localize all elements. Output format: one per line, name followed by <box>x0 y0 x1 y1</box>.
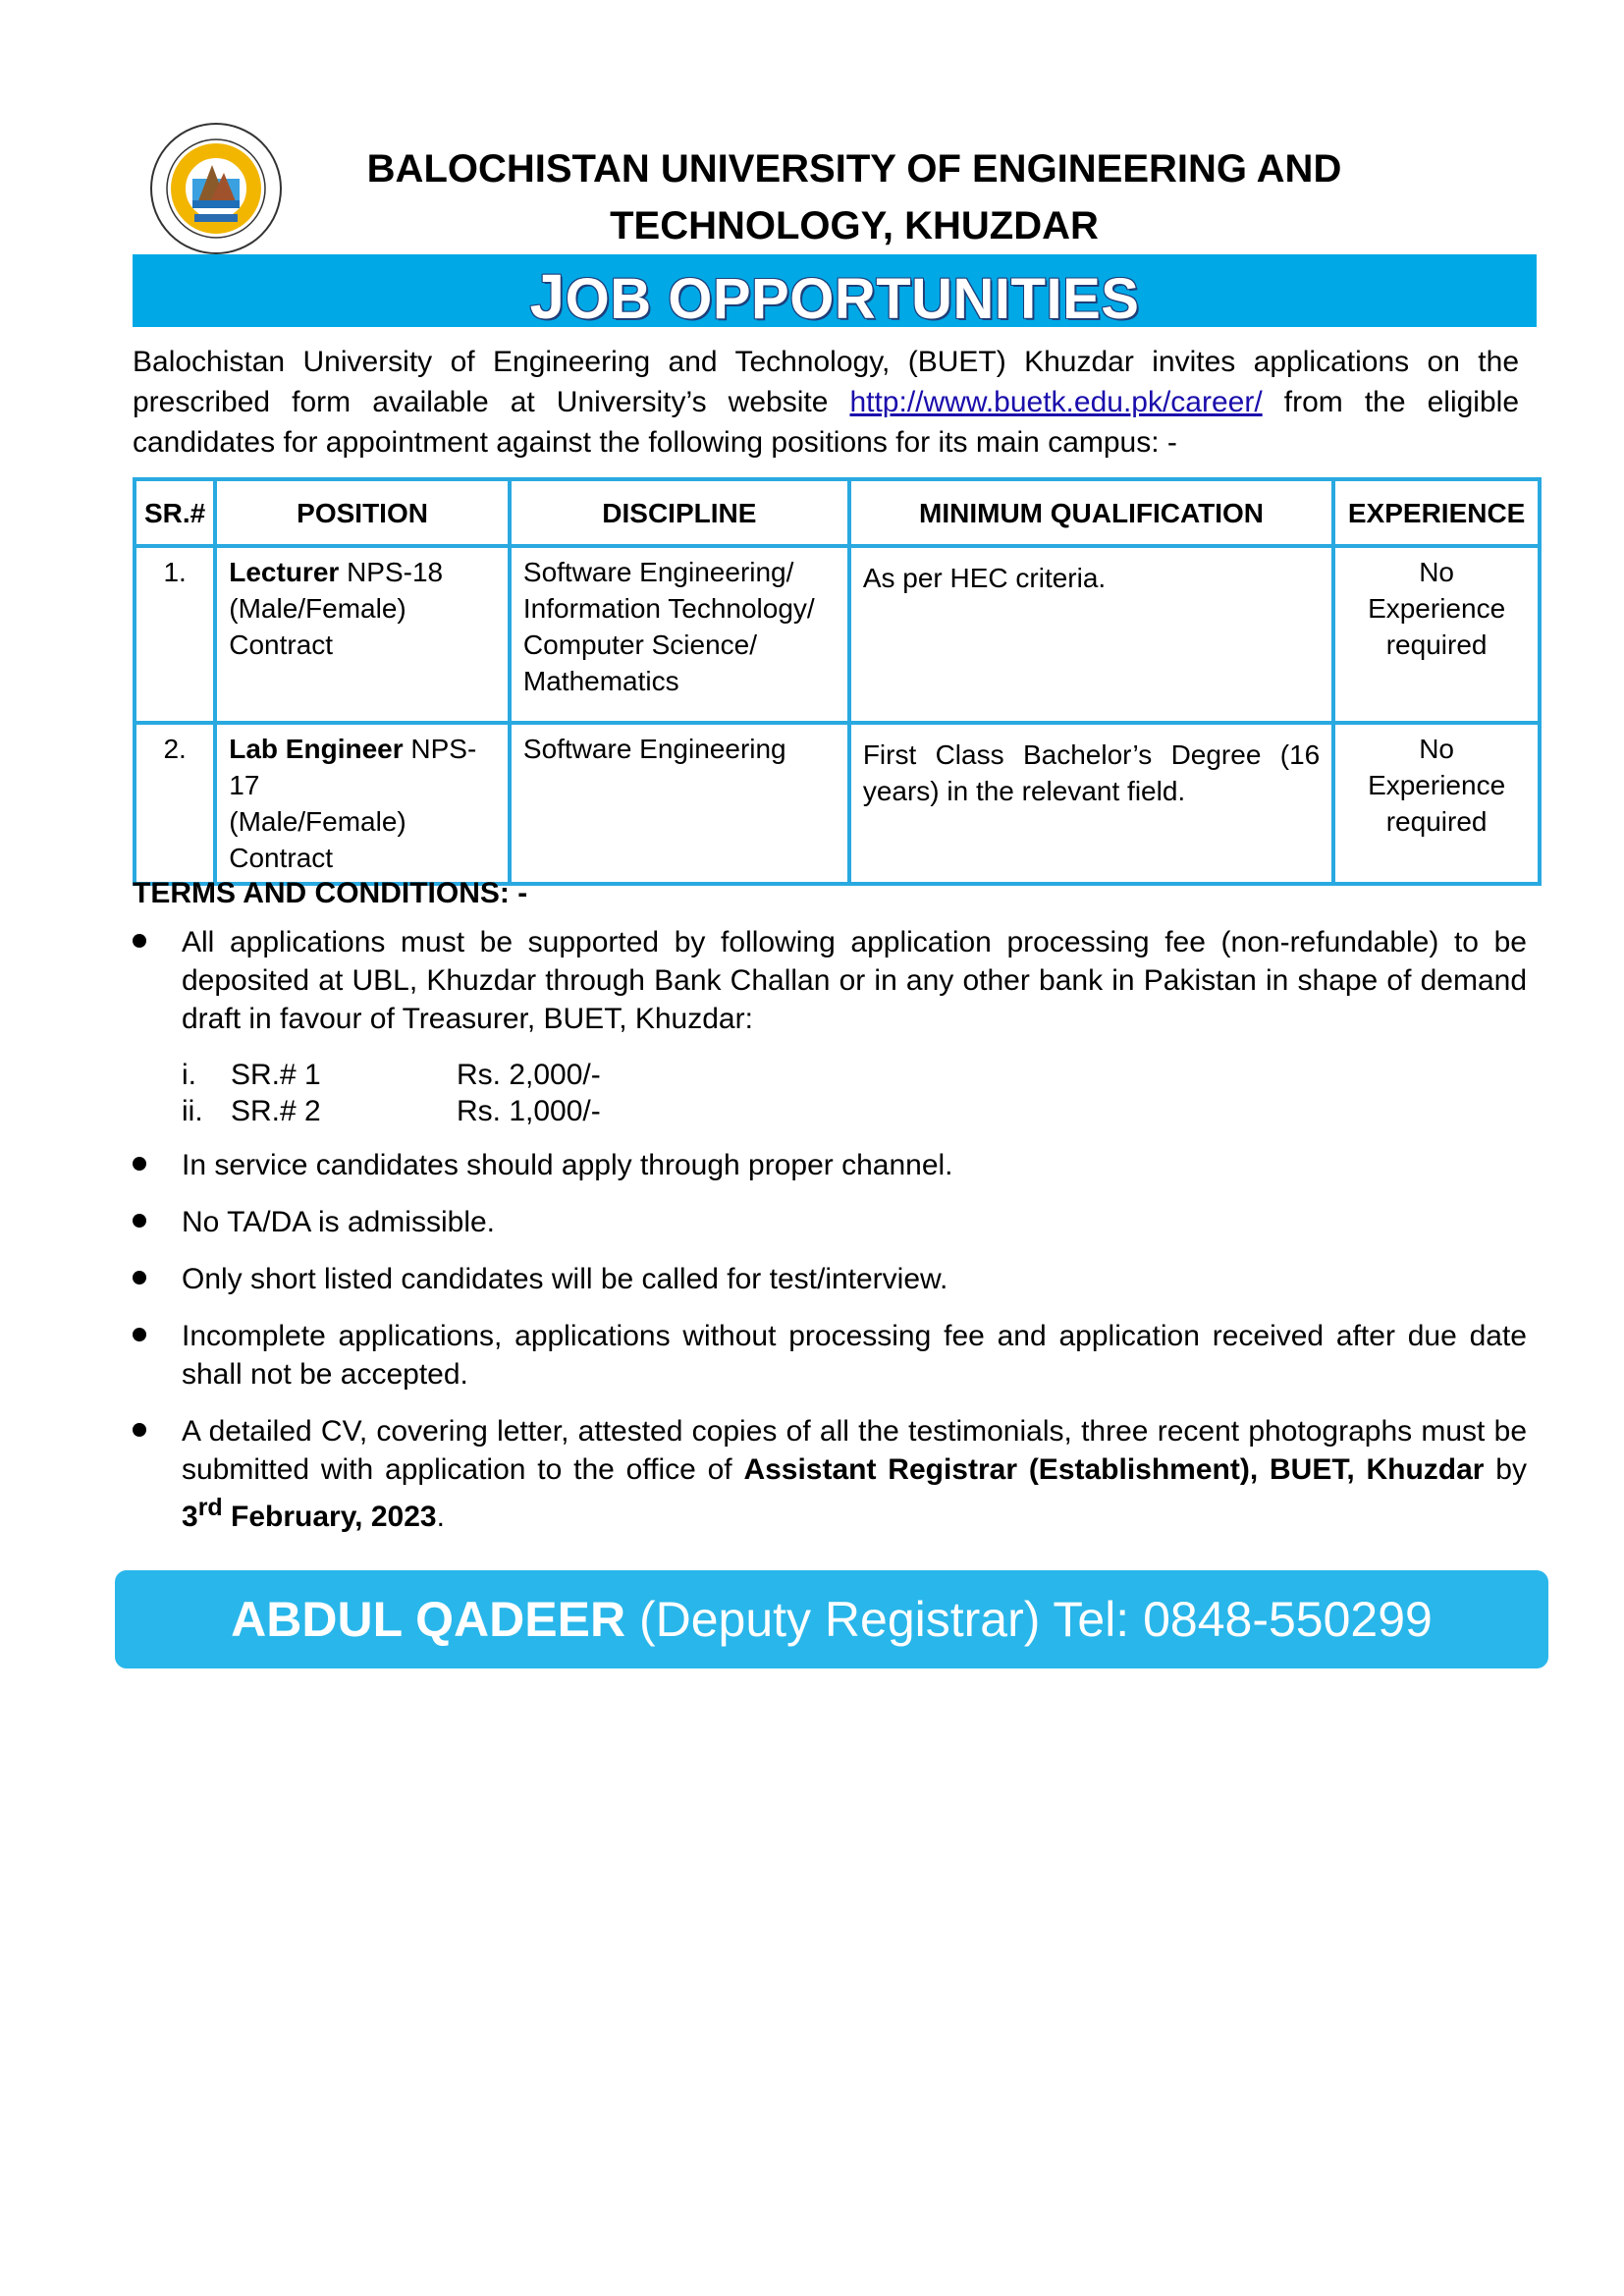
university-logo <box>149 122 283 255</box>
row1-position-grade: NPS-18 <box>339 557 444 587</box>
row1-qualification-text: As per HEC criteria. <box>862 563 1107 593</box>
contact-name: ABDUL QADEER <box>231 1592 626 1647</box>
row2-qualification <box>849 723 1333 884</box>
row2-qualification-text: First Class Bachelor’s Degree (16 years) in the relevant field. <box>862 739 1321 806</box>
bullet-icon <box>133 1271 146 1285</box>
bullet-icon <box>133 1157 146 1171</box>
fee-row <box>182 1093 1527 1129</box>
job-opportunities-banner <box>133 254 1537 332</box>
positions-table <box>133 477 1542 886</box>
row2-experience-line: required <box>1385 806 1488 837</box>
fee-list <box>182 1057 1527 1129</box>
deadline-day: 3 <box>182 1501 198 1533</box>
office-name: Assistant Registrar (Establishment), BUET, Khuzdar <box>743 1453 1485 1486</box>
fee-amount: Rs. 2,000/- <box>457 1059 601 1091</box>
header-position: POSITION <box>215 479 510 546</box>
deadline-suffix: rd <box>197 1494 223 1521</box>
table-row <box>135 546 1540 723</box>
term-text: Only short listed candidates will be called for test/interview. <box>182 1263 948 1295</box>
list-item <box>133 923 1527 1038</box>
row2-position-type: Contract <box>229 843 334 873</box>
row1-position-type: Contract <box>229 629 334 660</box>
contact-footer <box>115 1570 1548 1668</box>
header-qualification: MINIMUM QUALIFICATION <box>849 479 1333 546</box>
career-link[interactable]: http://www.buetk.edu.pk/career/ <box>849 386 1263 418</box>
deadline-date <box>182 1494 437 1533</box>
bullet-icon <box>133 934 146 948</box>
row1-experience-line: No Experience <box>1368 557 1506 624</box>
university-name <box>295 140 1414 254</box>
intro-text-start: Balochistan University of Engineering and Technology, (BUET) Khuzdar invites applications on the prescribed form available at University’s website <box>133 346 1519 418</box>
row2-discipline-line: Software Engineering <box>522 734 786 764</box>
row1-experience-line: required <box>1385 629 1488 660</box>
table-header-row <box>135 479 1540 546</box>
row2-sr: 2. <box>135 723 215 884</box>
fee-sr: SR.# 1 <box>231 1059 321 1091</box>
banner-title-rest: OB OPPORTUNITIES <box>565 267 1140 331</box>
university-name-line2: TECHNOLOGY, KHUZDAR <box>610 204 1099 247</box>
fee-sr: SR.# 2 <box>231 1095 321 1127</box>
intro-paragraph <box>133 342 1519 463</box>
row2-position <box>215 723 510 884</box>
university-seal-icon <box>149 122 283 255</box>
deadline-rest: February, 2023 <box>222 1501 437 1533</box>
list-item <box>133 1412 1527 1536</box>
row1-discipline-line: Computer Science/ <box>522 629 758 660</box>
row2-position-title: Lab Engineer <box>229 734 404 764</box>
banner-title-initial: J <box>529 261 566 332</box>
row2-discipline <box>510 723 849 884</box>
list-item <box>133 1317 1527 1394</box>
fee-roman: i. <box>182 1059 196 1091</box>
banner-title <box>530 260 1140 333</box>
row1-discipline-line: Software Engineering/ <box>522 557 794 587</box>
row2-experience-line: No Experience <box>1368 734 1506 800</box>
row1-position-title: Lecturer <box>229 557 340 587</box>
bullet-icon <box>133 1328 146 1341</box>
list-item <box>133 1203 1527 1241</box>
list-item <box>133 1146 1527 1184</box>
header-sr: SR.# <box>135 479 215 546</box>
fee-row <box>182 1057 1527 1093</box>
bullet-icon <box>133 1423 146 1437</box>
term-text: Incomplete applications, applications without processing fee and application received after due date shall not be accepted. <box>182 1320 1527 1391</box>
terms-list <box>133 923 1527 1555</box>
term-text-by: by <box>1484 1453 1527 1486</box>
fee-amount: Rs. 1,000/- <box>457 1095 601 1127</box>
term-text: A detailed CV, covering letter, attested copies of all the testimonials, three recent photographs must be submitted with application to the office of <box>182 1415 1527 1486</box>
row1-position <box>215 546 510 723</box>
row2-position-gender: (Male/Female) <box>229 806 406 837</box>
row1-sr: 1. <box>135 546 215 723</box>
row1-discipline-line: Information Technology/ <box>522 593 815 624</box>
list-item <box>133 1260 1527 1298</box>
row1-qualification <box>849 546 1333 723</box>
intro-text-end: from the eligible candidates for appointment against the following positions for its main campus: - <box>133 386 1519 459</box>
fee-roman: ii. <box>182 1095 203 1127</box>
terms-heading: TERMS AND CONDITIONS: - <box>133 877 528 909</box>
row1-discipline <box>510 546 849 723</box>
term-text-end: . <box>436 1501 445 1533</box>
bullet-icon <box>133 1214 146 1228</box>
fee-instruction: All applications must be supported by following application processing fee (non-refundable) to be deposited at UBL, Khuzdar through Bank Challan or in any other bank in Pakistan in shape of demand draft in favour of Treasurer, BUET, Khuzdar: <box>182 926 1527 1035</box>
university-name-line1: BALOCHISTAN UNIVERSITY OF ENGINEERING AND <box>366 147 1342 191</box>
contact-role-phone: (Deputy Registrar) Tel: 0848-550299 <box>625 1592 1433 1647</box>
term-text: In service candidates should apply through proper channel. <box>182 1149 953 1181</box>
row2-experience <box>1333 723 1540 884</box>
header-experience: EXPERIENCE <box>1333 479 1540 546</box>
row1-discipline-line: Mathematics <box>522 666 679 696</box>
table-row <box>135 723 1540 884</box>
row1-position-gender: (Male/Female) <box>229 593 406 624</box>
row2-position-grade: NPS-17 <box>229 734 477 800</box>
term-text: No TA/DA is admissible. <box>182 1206 495 1238</box>
row1-experience <box>1333 546 1540 723</box>
header-discipline: DISCIPLINE <box>510 479 849 546</box>
